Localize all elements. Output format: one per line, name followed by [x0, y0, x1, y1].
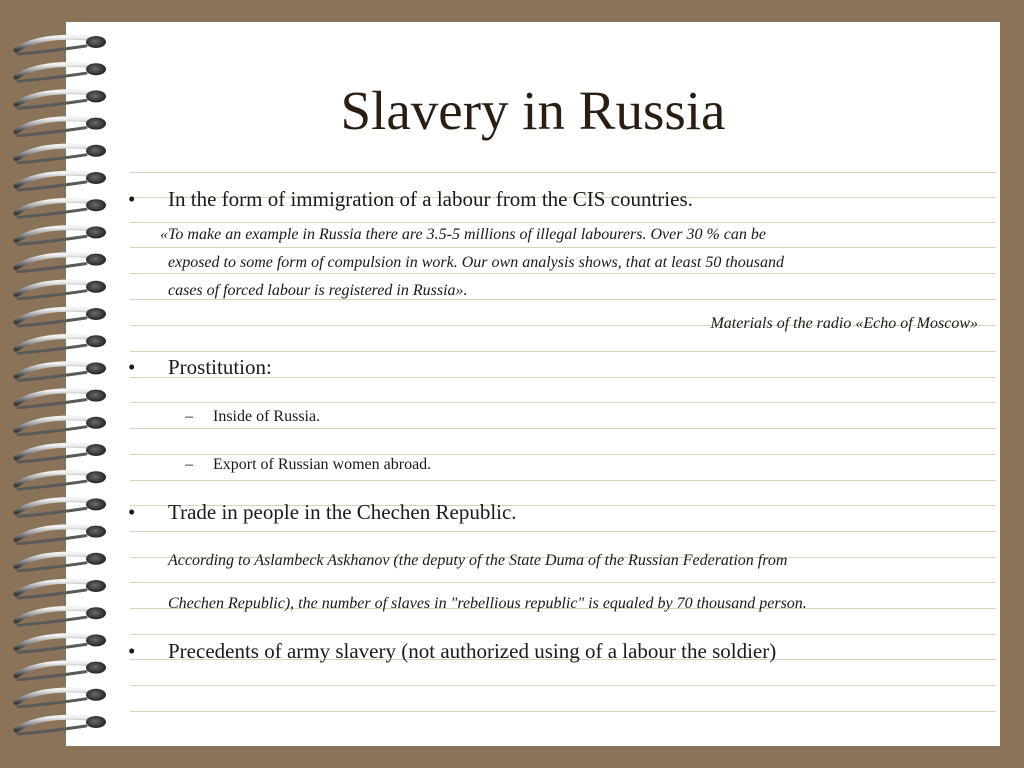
spiral-coil: [16, 362, 106, 380]
spiral-coil: [16, 172, 106, 190]
ruled-line: [130, 402, 996, 403]
ruled-line: [130, 428, 996, 429]
ruled-line: [130, 247, 996, 248]
bullet-immigration: In the form of immigration of a labour from the CIS countries.: [168, 187, 693, 211]
quote-line: exposed to some form of compulsion in work. Our own analysis shows, that at least 50 thousand: [168, 254, 784, 271]
spiral-coil: [16, 634, 106, 652]
ruled-line: [130, 531, 996, 532]
ruled-line: [130, 582, 996, 583]
bullet-marker: •: [128, 187, 136, 211]
ruled-line: [130, 480, 996, 481]
ruled-line: [130, 685, 996, 686]
ruled-line: [130, 222, 996, 223]
quote-line: cases of forced labour is registered in Russia».: [168, 282, 468, 299]
spiral-coil: [16, 199, 106, 217]
spiral-coil: [16, 145, 106, 163]
bullet-prostitution: Prostitution:: [168, 355, 272, 379]
ruled-line: [130, 634, 996, 635]
bullet-marker: •: [128, 355, 136, 379]
quote-line: According to Aslambeck Askhanov (the deputy of the State Duma of the Russian Federation from: [168, 552, 788, 569]
quote-source: Materials of the radio «Echo of Moscow»: [710, 315, 978, 332]
dash-marker: –: [185, 456, 193, 473]
quote-line: Chechen Republic), the number of slaves in "rebellious republic" is equaled by 70 thousand person.: [168, 595, 807, 612]
spiral-coil: [16, 498, 106, 516]
ruled-line: [130, 711, 996, 712]
spiral-coil: [16, 308, 106, 326]
spiral-coil: [16, 281, 106, 299]
slide-title: Slavery in Russia: [340, 80, 726, 141]
spiral-coil: [16, 390, 106, 408]
spiral-coil: [16, 444, 106, 462]
spiral-coil: [16, 662, 106, 680]
spiral-coil: [16, 36, 106, 54]
dash-marker: –: [185, 408, 193, 425]
spiral-coil: [16, 716, 106, 734]
bullet-marker: •: [128, 500, 136, 524]
sub-item: Export of Russian women abroad.: [213, 456, 432, 473]
bullet-chechen: Trade in people in the Chechen Republic.: [168, 500, 517, 524]
ruled-line: [130, 454, 996, 455]
spiral-coil: [16, 335, 106, 353]
spiral-coil: [16, 580, 106, 598]
spiral-coil: [16, 226, 106, 244]
spiral-coil: [16, 607, 106, 625]
ruled-line: [130, 273, 996, 274]
spiral-coil: [16, 553, 106, 571]
spiral-coil: [16, 526, 106, 544]
spiral-coil: [16, 254, 106, 272]
spiral-coil: [16, 471, 106, 489]
spiral-coil: [16, 689, 106, 707]
sub-item: Inside of Russia.: [213, 408, 321, 425]
ruled-line: [130, 351, 996, 352]
spiral-coil: [16, 417, 106, 435]
bullet-marker: •: [128, 639, 136, 663]
quote-line: «To make an example in Russia there are 3.5-5 millions of illegal labourers. Over 30 % can be: [160, 226, 766, 243]
bullet-army: Precedents of army slavery (not authorized using of a labour the soldier): [168, 639, 777, 663]
ruled-line: [130, 172, 996, 173]
